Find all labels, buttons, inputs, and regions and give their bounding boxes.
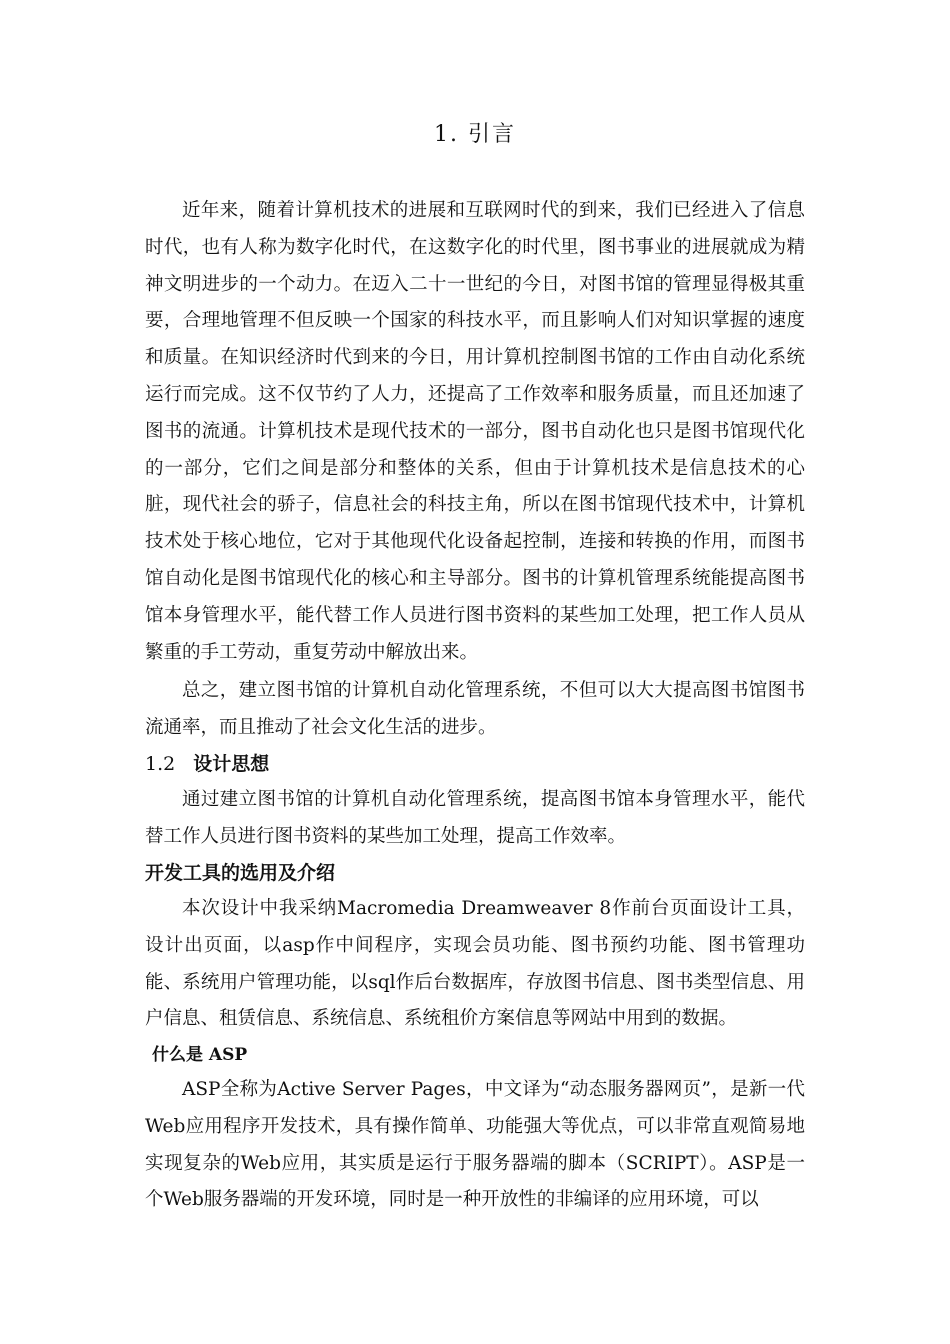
intro-paragraph-2: 总之，建立图书馆的计算机自动化管理系统，不但可以大大提高图书馆图书流通率，而且推动了社会文化生活的进步。 [145,680,805,738]
page-title: 1. 引言 [434,122,516,147]
section-heading-tools: 开发工具的选用及介绍 [145,862,336,884]
asp-paragraph: ASP全称为Active Server Pages，中文译为“动态服务器网页”，是新一代Web应用程序开发技术，具有操作简单、功能强大等优点，可以非常直观简易地实现复杂的Web应用，其实质是运行于服务器端的脚本（SCRIPT）。ASP是一个Web服务器端的开发环境，同时是一种开放性的非编译的应用环境，可以 [145,1079,805,1211]
section-heading-asp: 什么是 ASP [152,1045,248,1065]
tools-paragraph: 本次设计中我采纳Macromedia Dreamweaver 8作前台页面设计工具，设计出页面，以asp作中间程序，实现会员功能、图书预约功能、图书管理功能、系统用户管理功能，以sql作后台数据库，存放图书信息、图书类型信息、用户信息、租赁信息、系统信息、系统租价方案信息等网站中用到的数据。 [145,898,805,1030]
section-number: 1.2 [145,753,176,775]
section-heading-design [145,746,269,782]
design-paragraph: 通过建立图书馆的计算机自动化管理系统，提高图书馆本身管理水平，能代替工作人员进行图书资料的某些加工处理，提高工作效率。 [145,789,805,847]
intro-paragraph-1: 近年来，随着计算机技术的进展和互联网时代的到来，我们已经进入了信息时代，也有人称为数字化时代，在这数字化的时代里，图书事业的进展就成为精神文明进步的一个动力。在迈入二十一世纪的今日，对图书馆的管理显得极其重要，合理地管理不但反映一个国家的科技水平，而且影响人们对知识掌握的速度和质量。在知识经济时代到来的今日，用计算机控制图书馆的工作由自动化系统运行而完成。这不仅节约了人力，还提高了工作效率和服务质量，而且还加速了图书的流通。计算机技术是现代技术的一部分，图书自动化也只是图书馆现代化的一部分，它们之间是部分和整体的关系，但由于计算机技术是信息技术的心脏，现代社会的骄子，信息社会的科技主角，所以在图书馆现代技术中，计算机技术处于核心地位，它对于其他现代化设备起控制，连接和转换的作用，而图书馆自动化是图书馆现代化的核心和主导部分。图书的计算机管理系统能提高图书馆本身管理水平，能代替工作人员进行图书资料的某些加工处理，把工作人员从繁重的手工劳动，重复劳动中解放出来。 [145,200,805,663]
section-title: 设计思想 [193,753,270,775]
